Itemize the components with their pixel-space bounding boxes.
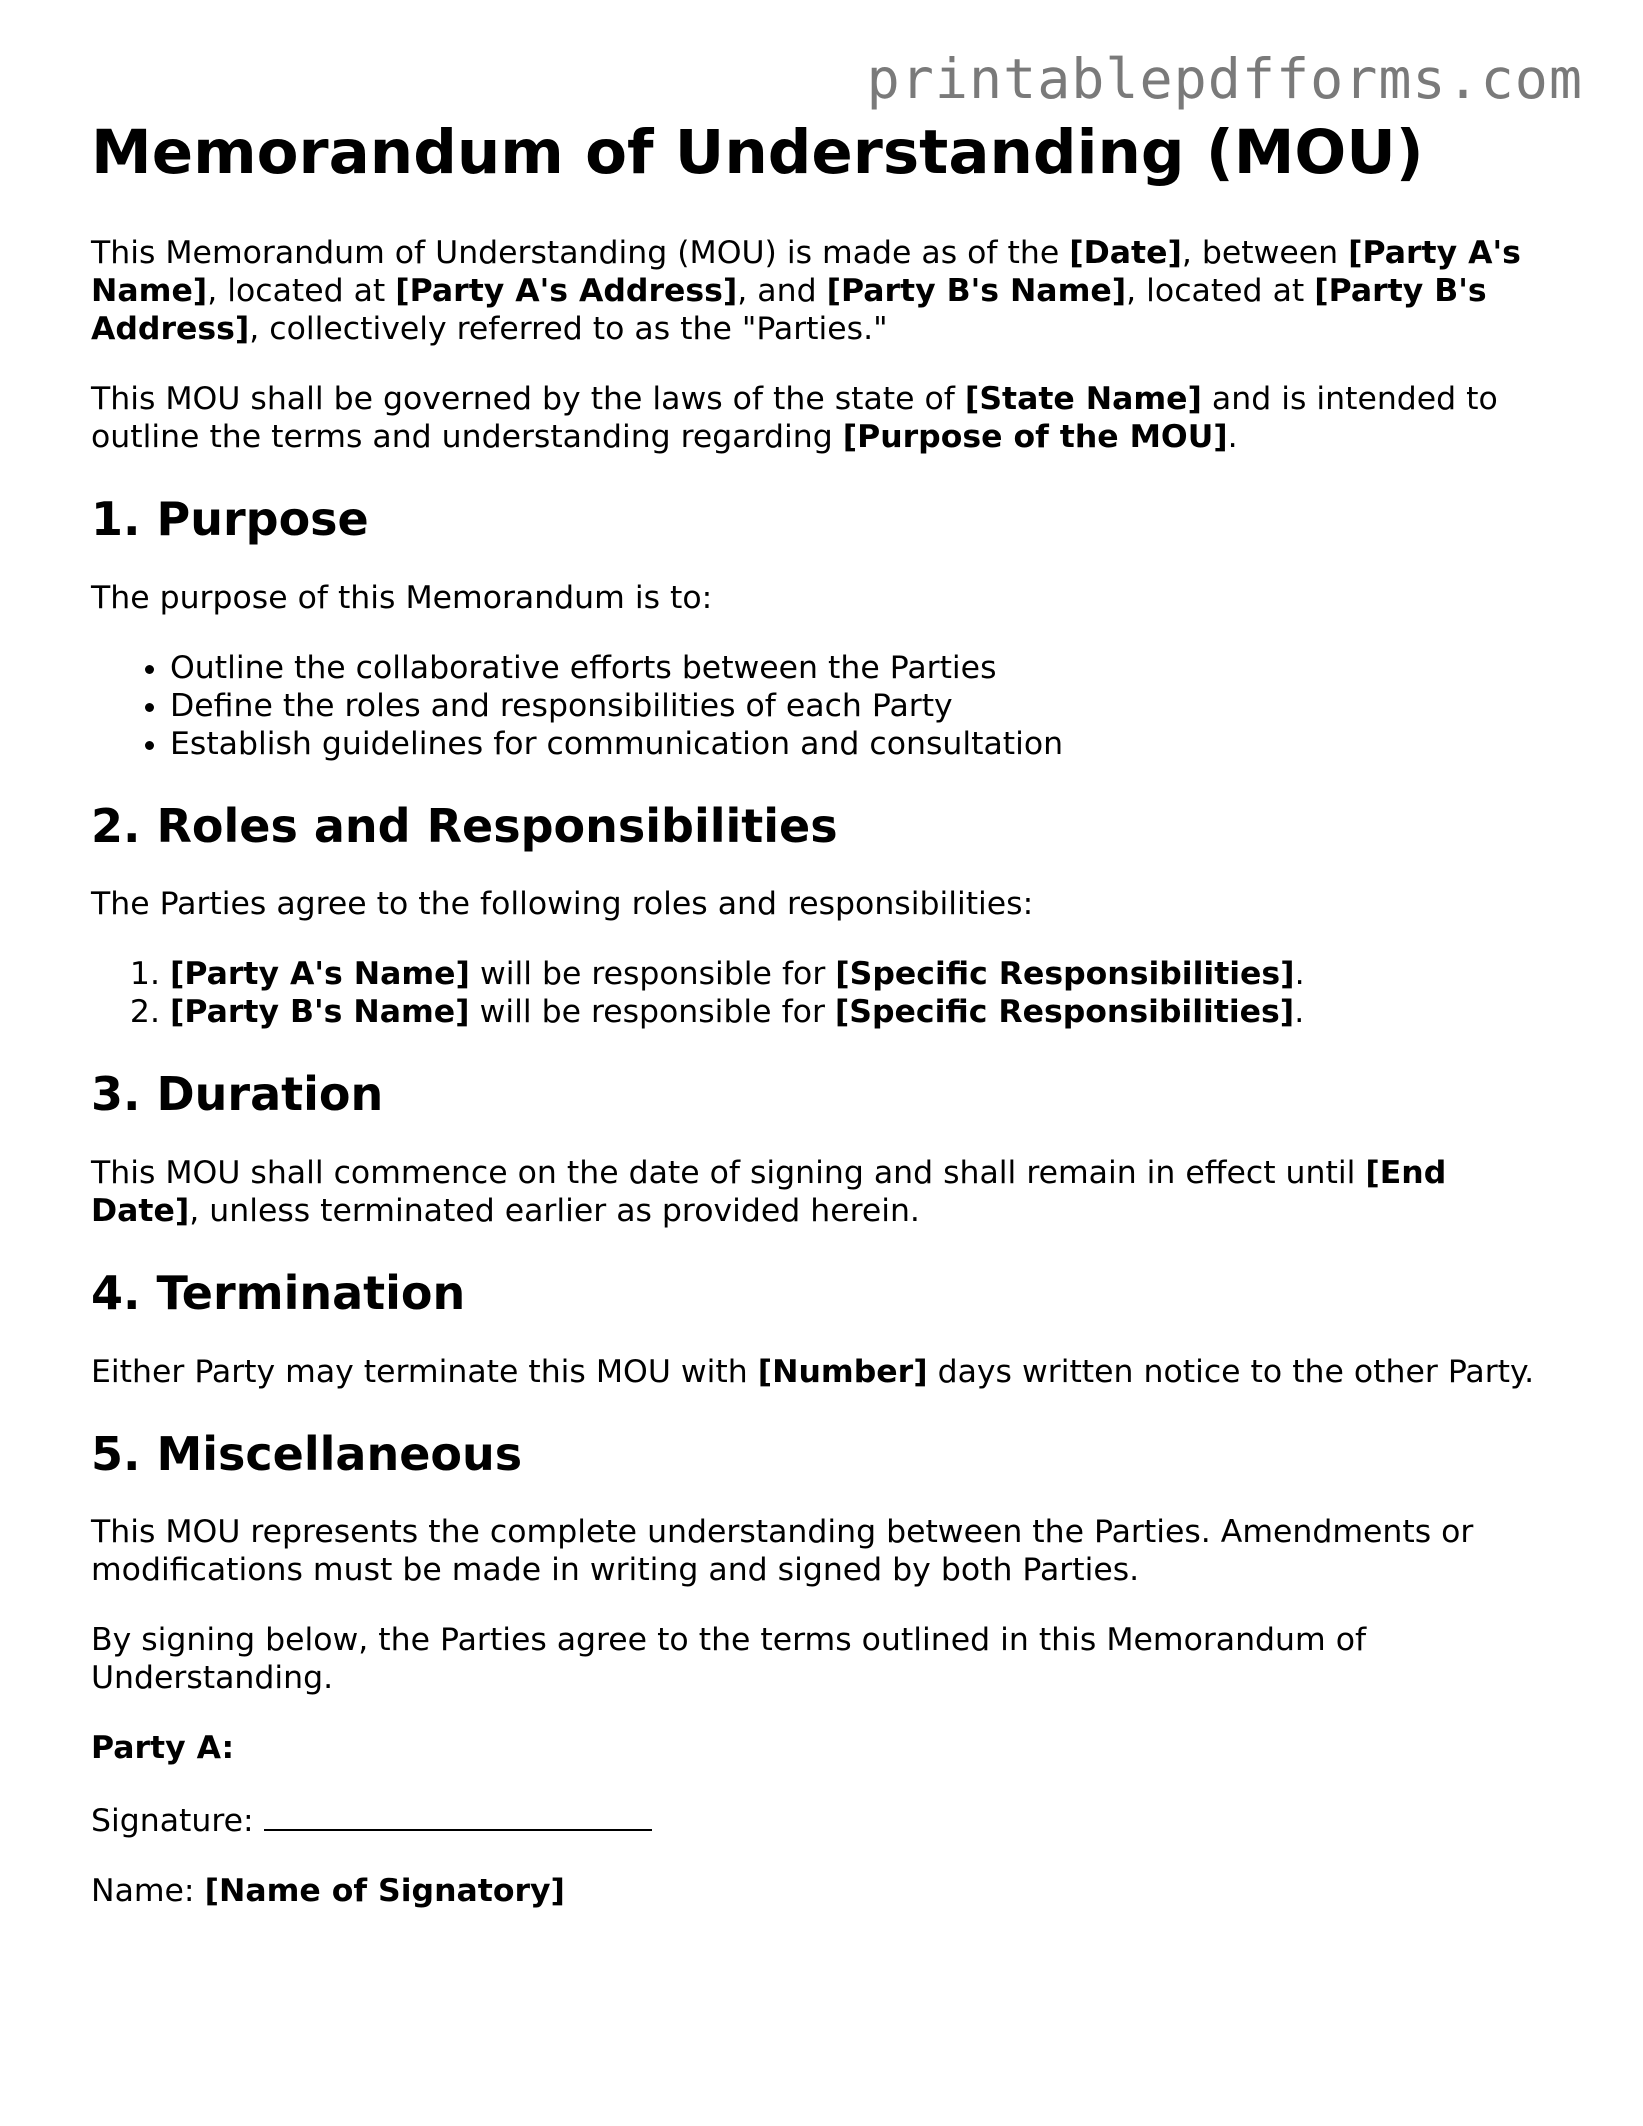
signature-line: Signature: <box>91 1799 1561 1840</box>
section-duration-heading: 3. Duration <box>91 1067 384 1122</box>
purpose-placeholder: [Purpose of the MOU] <box>842 419 1228 456</box>
party-b-address-placeholder: [Party B's Address] <box>91 273 1487 348</box>
list-item: 1. [Party A's Name] will be responsible for [Specific Responsibilities]. <box>170 955 1561 993</box>
purpose-list <box>91 649 1561 763</box>
watermark-text: printablepdfforms.com <box>866 47 1583 111</box>
section-roles-heading: 2. Roles and Responsibilities <box>91 798 838 853</box>
purpose-lead: The purpose of this Memorandum is to: <box>91 579 713 616</box>
document-title: Memorandum of Understanding (MOU) <box>91 117 1424 188</box>
signatory-name-line: Name: [Name of Signatory] <box>91 1873 565 1910</box>
state-placeholder: [State Name] <box>964 381 1202 418</box>
section-termination-heading: 4. Termination <box>91 1265 466 1320</box>
party-a-name-placeholder: [Party A's Name] <box>91 235 1521 310</box>
roles-lead: The Parties agree to the following roles and responsibilities: <box>91 886 1034 923</box>
miscellaneous-paragraph: This MOU represents the complete understanding between the Parties. Amendments or modifications must be made in writing and signed by both Parties. <box>91 1514 1474 1589</box>
list-item: • Define the roles and responsibilities of each Party <box>170 687 1561 725</box>
document-page <box>91 118 1561 1942</box>
list-item: • Establish guidelines for communication and consultation <box>170 725 1561 763</box>
roles-list <box>91 955 1561 1031</box>
list-item: • Outline the collaborative efforts between the Parties <box>170 649 1561 687</box>
party-a-label: Party A: <box>91 1730 235 1767</box>
date-placeholder: [Date] <box>1069 235 1182 272</box>
end-date-placeholder: [End Date] <box>91 1154 1447 1229</box>
signatory-name-placeholder: [Name of Signatory] <box>204 1873 565 1910</box>
party-a-address-placeholder: [Party A's Address] <box>395 273 738 310</box>
number-placeholder: [Number] <box>757 1353 928 1390</box>
duration-paragraph: This MOU shall commence on the date of signing and shall remain in effect until [End Date], unless terminated earlier as provided herein. <box>91 1154 1447 1229</box>
section-miscellaneous-heading: 5. Miscellaneous <box>91 1426 523 1481</box>
section-purpose-heading: 1. Purpose <box>91 492 369 547</box>
signature-field[interactable] <box>264 1799 652 1831</box>
governing-law-paragraph: This MOU shall be governed by the laws of the state of [State Name] and is intended to outline the terms and understanding regarding [Purpose of the MOU]. <box>91 381 1498 456</box>
signing-statement: By signing below, the Parties agree to the terms outlined in this Memorandum of Understanding. <box>91 1622 1367 1697</box>
list-item: 2. [Party B's Name] will be responsible for [Specific Responsibilities]. <box>170 993 1561 1031</box>
intro-paragraph: This Memorandum of Understanding (MOU) is made as of the [Date], between [Party A's Name], located at [Party A's Address], and [Party B's Name], located at [Party B's Address], collectively referred to as the "Parties." <box>91 235 1521 348</box>
party-b-name-placeholder: [Party B's Name] <box>826 273 1127 310</box>
termination-paragraph: Either Party may terminate this MOU with [Number] days written notice to the other Party. <box>91 1353 1535 1390</box>
